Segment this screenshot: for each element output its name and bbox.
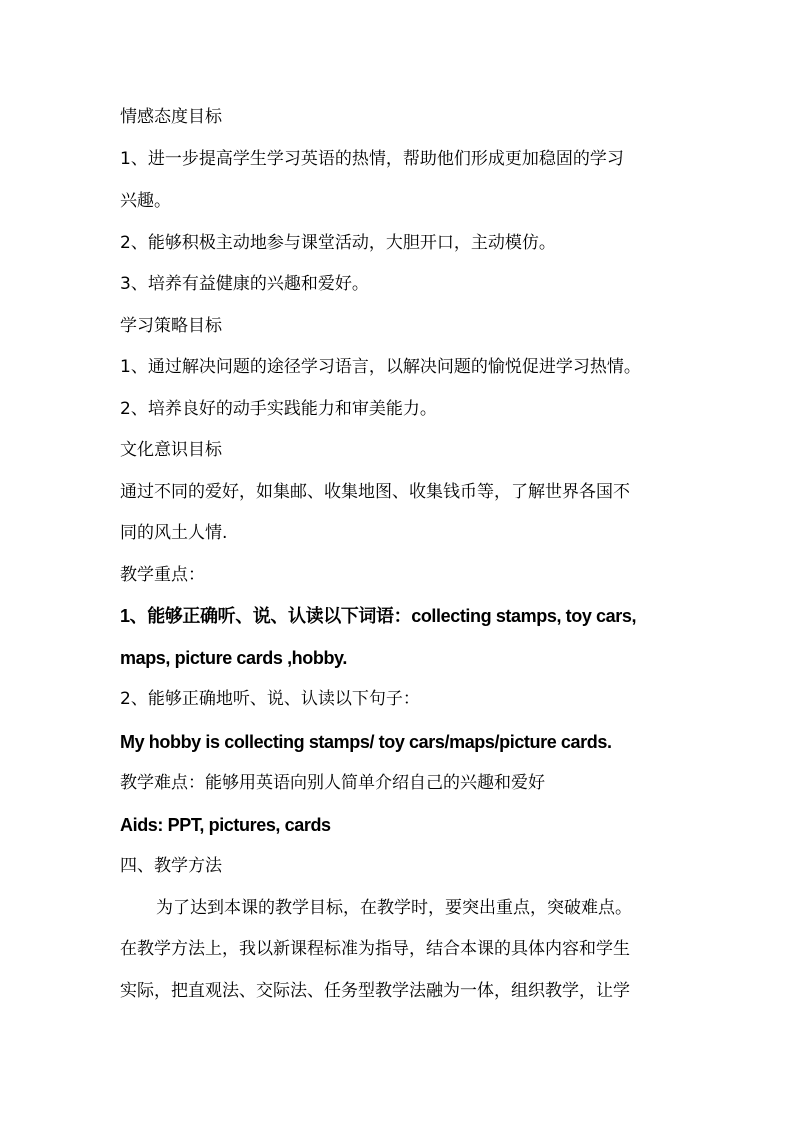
- teaching-difficulty: 教学难点：能够用英语向别人简单介绍自己的兴趣和爱好: [120, 773, 545, 793]
- emotional-goal-1: 1、进一步提高学生学习英语的热情，帮助他们形成更加稳固的学习: [120, 149, 624, 169]
- methods-paragraph-line-1: 为了达到本课的教学目标，在教学时，要突出重点，突破难点。: [156, 898, 632, 918]
- heading-cultural-awareness-goals: 文化意识目标: [120, 440, 222, 460]
- key-point-2: 2、能够正确地听、说、认读以下句子：: [120, 689, 420, 709]
- methods-paragraph-line-3: 实际，把直观法、交际法、任务型教学法融为一体，组织教学，让学: [120, 981, 630, 1001]
- teaching-aids: Aids: PPT, pictures, cards: [120, 815, 331, 835]
- heading-learning-strategy-goals: 学习策略目标: [120, 316, 222, 336]
- emotional-goal-2: 2、能够积极主动地参与课堂活动，大胆开口，主动模仿。: [120, 233, 556, 253]
- heading-emotional-attitude-goals: 情感态度目标: [120, 107, 222, 127]
- strategy-goal-2: 2、培养良好的动手实践能力和审美能力。: [120, 399, 437, 419]
- emotional-goal-1-continued: 兴趣。: [120, 191, 171, 211]
- key-point-1: 1、能够正确听、说、认读以下词语：collecting stamps, toy cars,: [120, 606, 637, 626]
- key-point-2-sentence: My hobby is collecting stamps/ toy cars/maps/picture cards.: [120, 732, 612, 752]
- cultural-goal-text: 通过不同的爱好，如集邮、收集地图、收集钱币等，了解世界各国不: [120, 482, 630, 502]
- key-point-1-continued: maps, picture cards ,hobby.: [120, 648, 347, 668]
- heading-teaching-methods: 四、教学方法: [120, 856, 222, 876]
- emotional-goal-3: 3、培养有益健康的兴趣和爱好。: [120, 274, 369, 294]
- methods-paragraph-line-2: 在教学方法上，我以新课程标准为指导，结合本课的具体内容和学生: [120, 939, 630, 959]
- strategy-goal-1: 1、通过解决问题的途径学习语言，以解决问题的愉悦促进学习热情。: [120, 357, 641, 377]
- heading-teaching-key-points: 教学重点：: [120, 565, 205, 585]
- cultural-goal-text-continued: 同的风土人情.: [120, 523, 228, 543]
